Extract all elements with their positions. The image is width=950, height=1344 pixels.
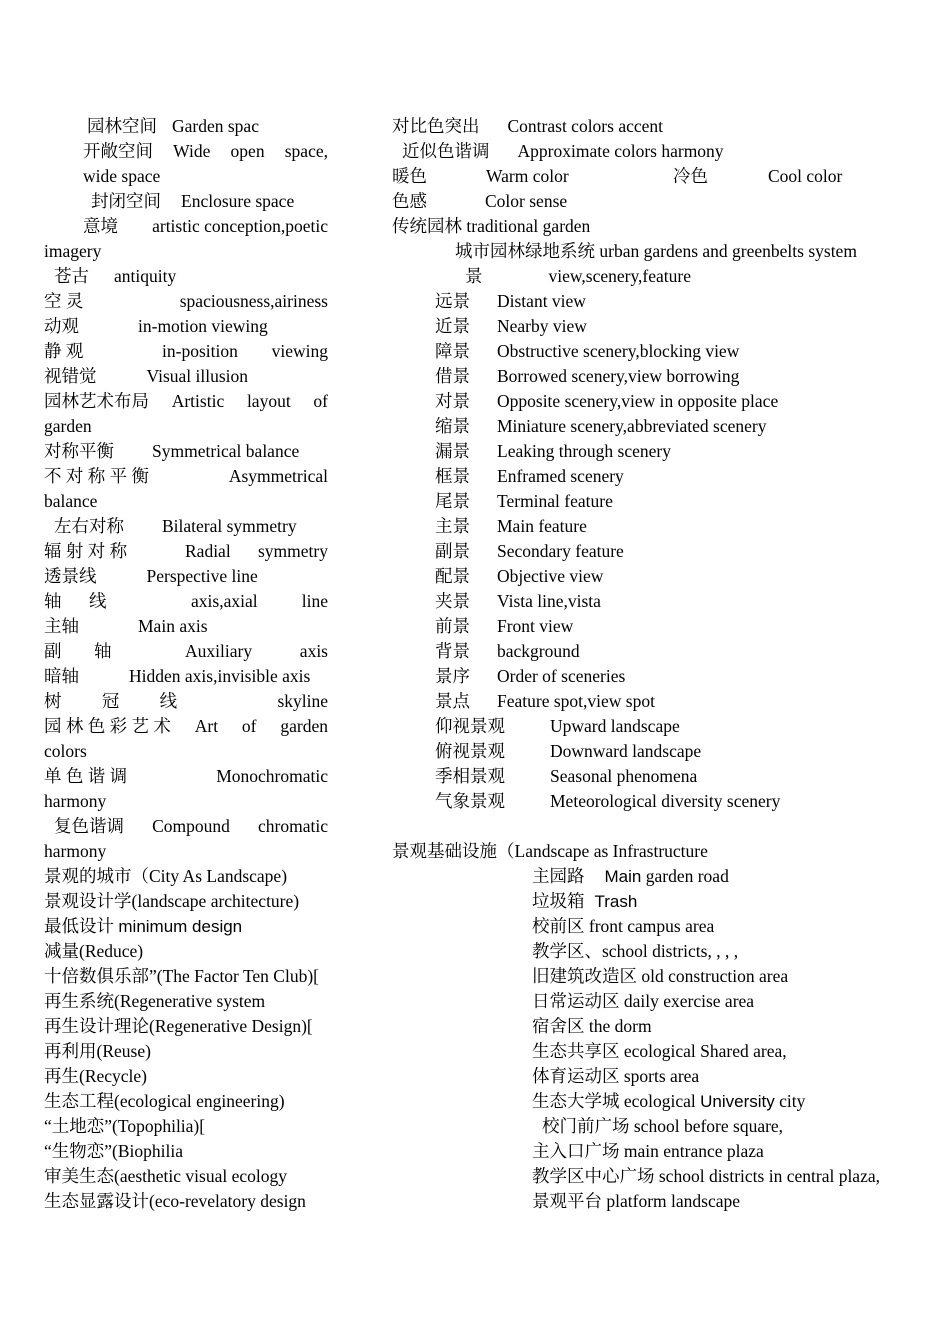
term-en: Garden spac (172, 116, 259, 136)
term-zh: 景序 (435, 666, 470, 686)
term-zh: 暖色 (392, 166, 427, 186)
term-line: 审美生态(aesthetic visual ecology (44, 1166, 287, 1186)
term-en: axis (299, 641, 328, 661)
term-en: Artistic (171, 391, 225, 411)
term-zh: 辐 射 对 称 (44, 541, 128, 561)
term-zh: 最低设计 (44, 916, 114, 936)
term-en: colors (44, 741, 87, 761)
term-en: balance (44, 491, 98, 511)
term-zh: 不 对 称 平 衡 (44, 466, 149, 486)
term-en: Distant view (497, 291, 586, 311)
term-line (435, 489, 613, 514)
term-zh: 景 (465, 266, 483, 286)
term-line (435, 314, 587, 339)
term-line (435, 514, 587, 539)
term-en: Enframed scenery (497, 466, 624, 486)
term-line (532, 1089, 805, 1114)
term-en: Warm color (486, 166, 569, 186)
term-line (435, 389, 779, 414)
term-en: Color sense (485, 191, 568, 211)
term-zh: 轴 (94, 641, 112, 661)
term-en: garden (44, 416, 92, 436)
term-line: 校门前广场 school before square, (542, 1116, 784, 1136)
term-line: 再利用(Reuse) (44, 1041, 151, 1061)
term-en: antiquity (114, 266, 177, 286)
term-zh: 树 (44, 691, 62, 711)
term-line (83, 214, 328, 239)
term-line (44, 714, 328, 739)
term-zh: 园 林 色 彩 艺 术 (44, 716, 171, 736)
term-line: 主入口广场 main entrance plaza (532, 1141, 764, 1161)
term-line (435, 614, 574, 639)
term-zh: 障景 (435, 341, 470, 361)
term-en: artistic conception,poetic (152, 216, 328, 236)
term-en: Cool color (768, 166, 843, 186)
term-en: Auxiliary (185, 641, 253, 661)
term-en: Borrowed scenery,view borrowing (497, 366, 740, 386)
term-zh: 远景 (435, 291, 470, 311)
term-zh: 气象景观 (435, 791, 505, 811)
term-line (392, 164, 852, 189)
term-en: line (301, 591, 328, 611)
term-zh: 缩景 (435, 416, 470, 436)
term-en: Objective view (497, 566, 604, 586)
term-en: Contrast colors accent (507, 116, 664, 136)
term-en: space, (284, 141, 328, 161)
term-line: 景观平台 platform landscape (532, 1191, 741, 1211)
term-line (44, 739, 87, 764)
term-line (44, 464, 328, 489)
term-zh: 主园路 (532, 866, 585, 886)
term-zh: 意境 (83, 216, 118, 236)
term-zh: 园林艺术布局 (44, 391, 149, 411)
term-line (435, 589, 601, 614)
term-en: Secondary feature (497, 541, 624, 561)
term-line: 教学区、school districts, , , , (532, 941, 739, 961)
term-en: Main axis (138, 616, 208, 636)
term-line (44, 839, 106, 864)
term-line (91, 189, 294, 214)
term-zh: 近似色谐调 (402, 141, 490, 161)
term-line (83, 164, 160, 189)
term-zh: 色感 (392, 191, 427, 211)
term-en: Perspective line (146, 566, 258, 586)
term-en: Wide (173, 141, 211, 161)
term-zh: 仰视景观 (435, 716, 505, 736)
term-en: Visual illusion (146, 366, 249, 386)
term-en: symmetry (258, 541, 328, 561)
term-en: Downward landscape (550, 741, 702, 761)
term-en: imagery (44, 241, 102, 261)
term-line (54, 264, 176, 289)
term-zh: 对称平衡 (44, 441, 114, 461)
term-line (435, 714, 680, 739)
term-en: open (230, 141, 265, 161)
term-en: Main feature (497, 516, 587, 536)
term-line: 生态工程(ecological engineering) (44, 1091, 285, 1111)
term-line (54, 514, 297, 539)
term-en: Enclosure space (181, 191, 295, 211)
term-en: Vista line,vista (497, 591, 601, 611)
term-zh: 主轴 (44, 616, 79, 636)
term-en: city (779, 1091, 806, 1111)
term-line (44, 689, 328, 714)
term-en: chromatic (258, 816, 328, 836)
term-line (435, 414, 767, 439)
term-line: 景观设计学(landscape architecture) (44, 891, 300, 911)
term-zh: 生态大学城 ecological (532, 1091, 696, 1111)
term-en: Asymmetrical (228, 466, 328, 486)
term-line (44, 239, 101, 264)
term-zh: 漏景 (435, 441, 470, 461)
term-line (435, 464, 624, 489)
term-line (392, 189, 567, 214)
term-zh: 线 (89, 591, 107, 611)
term-line (435, 539, 624, 564)
term-line: 旧建筑改造区 old construction area (532, 966, 789, 986)
term-en: Compound (152, 816, 230, 836)
term-en: background (497, 641, 580, 661)
term-en: Symmetrical balance (152, 441, 300, 461)
term-line (83, 139, 328, 164)
term-line (44, 789, 106, 814)
term-en: Hidden axis,invisible axis (129, 666, 311, 686)
term-en: Monochromatic (216, 766, 328, 786)
term-en: Art (194, 716, 219, 736)
term-en: Terminal feature (497, 491, 613, 511)
term-zh: 借景 (435, 366, 470, 386)
term-line (532, 889, 637, 914)
term-line (435, 789, 781, 814)
term-en: Bilateral symmetry (162, 516, 297, 536)
term-en: Main (604, 867, 642, 886)
term-line (44, 489, 97, 514)
term-line: “生物恋”(Biophilia (44, 1141, 184, 1161)
term-line (435, 689, 655, 714)
term-zh: 对比色突出 (392, 116, 480, 136)
term-line (44, 589, 328, 614)
term-line: 体育运动区 sports area (532, 1066, 700, 1086)
term-en: of (313, 391, 328, 411)
term-line: 再生系统(Regenerative system (44, 991, 266, 1011)
term-en: spaciousness,airiness (179, 291, 328, 311)
term-zh: 冷色 (673, 166, 708, 186)
term-zh: 前景 (435, 616, 470, 636)
term-line (44, 339, 328, 364)
term-zh: 副 (44, 641, 62, 661)
term-line: 宿舍区 the dorm (532, 1016, 652, 1036)
term-zh: 季相景观 (435, 766, 505, 786)
term-line (44, 539, 328, 564)
term-en: garden road (645, 866, 729, 886)
term-en: Seasonal phenomena (550, 766, 698, 786)
term-en: Nearby view (497, 316, 587, 336)
term-zh: 轴 (44, 591, 62, 611)
term-line (435, 639, 580, 664)
term-en: Obstructive scenery,blocking view (497, 341, 740, 361)
term-zh: 视错觉 (44, 366, 97, 386)
term-line (44, 364, 248, 389)
term-zh: 暗轴 (44, 666, 79, 686)
term-line (435, 339, 740, 364)
section-heading: 景观基础设施（Landscape as Infrastructure (392, 841, 708, 861)
term-line: 教学区中心广场 school districts in central plaza, (532, 1166, 880, 1186)
term-line (44, 614, 208, 639)
term-zh: 园林空间 (87, 116, 157, 136)
term-zh: 垃圾箱 (532, 891, 585, 911)
term-en: harmony (44, 841, 107, 861)
term-line: 生态显露设计(eco-revelatory design (44, 1191, 306, 1211)
term-zh: 透景线 (44, 566, 97, 586)
term-line: 十倍数俱乐部”(The Factor Ten Club)[ (44, 966, 319, 986)
term-en: skyline (277, 691, 328, 711)
term-zh: 冠 (101, 691, 120, 711)
term-en: Upward landscape (550, 716, 680, 736)
term-line (87, 114, 259, 139)
term-zh: 主景 (435, 516, 470, 536)
term-line (402, 139, 724, 164)
term-zh: 近景 (435, 316, 470, 336)
term-en: Order of sceneries (497, 666, 626, 686)
term-en: garden (280, 716, 328, 736)
term-line (435, 739, 702, 764)
term-line: 再生设计理论(Regenerative Design)[ (44, 1016, 313, 1036)
term-zh: 复色谐调 (54, 816, 124, 836)
term-line: “土地恋”(Topophilia)[ (44, 1116, 206, 1136)
term-line (44, 314, 268, 339)
term-zh: 单 色 谐 调 (44, 766, 128, 786)
term-zh: 框景 (435, 466, 470, 486)
term-en: harmony (44, 791, 107, 811)
term-line (44, 639, 328, 664)
term-zh: 副景 (435, 541, 470, 561)
term-line (44, 664, 310, 689)
term-en: Meteorological diversity scenery (550, 791, 781, 811)
term-zh: 俯视景观 (435, 741, 505, 761)
term-line (435, 664, 626, 689)
term-en: in-position (162, 341, 238, 361)
term-zh: 封闭空间 (91, 191, 161, 211)
term-en: axis,axial (191, 591, 258, 611)
term-en: layout (246, 391, 291, 411)
term-line (435, 764, 698, 789)
term-line (44, 389, 328, 414)
term-line: 校前区 front campus area (532, 916, 715, 936)
term-line (392, 114, 663, 139)
term-en: viewing (271, 341, 328, 361)
term-line (54, 814, 328, 839)
term-line (44, 914, 242, 939)
term-line (435, 439, 671, 464)
term-zh: 对景 (435, 391, 470, 411)
term-en: minimum design (118, 917, 243, 936)
term-en: view,scenery,feature (548, 266, 692, 286)
term-zh: 景点 (435, 691, 470, 711)
term-zh: 线 (159, 691, 178, 711)
term-line (435, 564, 604, 589)
term-line: 传统园林 traditional garden (392, 216, 591, 236)
term-line: 生态共享区 ecological Shared area, (532, 1041, 787, 1061)
term-line (465, 264, 691, 289)
term-en: of (241, 716, 257, 736)
term-line (44, 564, 258, 589)
term-line (44, 439, 299, 464)
term-line: 景观的城市（City As Landscape) (44, 866, 288, 886)
term-en: wide space (83, 166, 161, 186)
term-line (44, 414, 92, 439)
term-zh: 尾景 (435, 491, 470, 511)
term-line: 减量(Reduce) (44, 941, 144, 961)
term-line (44, 764, 328, 789)
term-zh: 左右对称 (54, 516, 124, 536)
term-line: 再生(Recycle) (44, 1066, 148, 1086)
term-en: Approximate colors harmony (517, 141, 724, 161)
term-en: in-motion viewing (138, 316, 268, 336)
term-en: Trash (594, 892, 638, 911)
term-zh: 苍古 (54, 266, 89, 286)
term-en: Miniature scenery,abbreviated scenery (497, 416, 767, 436)
term-en: Opposite scenery,view in opposite place (497, 391, 779, 411)
term-line (435, 364, 740, 389)
term-en: Front view (497, 616, 574, 636)
term-line (532, 864, 729, 889)
term-line (435, 289, 586, 314)
term-zh: 空 灵 (44, 291, 84, 311)
term-line (44, 289, 328, 314)
term-zh: 开敞空间 (83, 141, 153, 161)
term-zh: 动观 (44, 316, 79, 336)
term-line: 日常运动区 daily exercise area (532, 991, 755, 1011)
term-zh: 静 观 (44, 341, 84, 361)
term-en: University (700, 1092, 775, 1111)
term-line: 城市园林绿地系统 urban gardens and greenbelts system (455, 241, 857, 261)
term-en: Radial (185, 541, 231, 561)
term-en: Feature spot,view spot (497, 691, 655, 711)
term-en: Leaking through scenery (497, 441, 671, 461)
term-zh: 背景 (435, 641, 470, 661)
term-zh: 夹景 (435, 591, 470, 611)
term-zh: 配景 (435, 566, 470, 586)
